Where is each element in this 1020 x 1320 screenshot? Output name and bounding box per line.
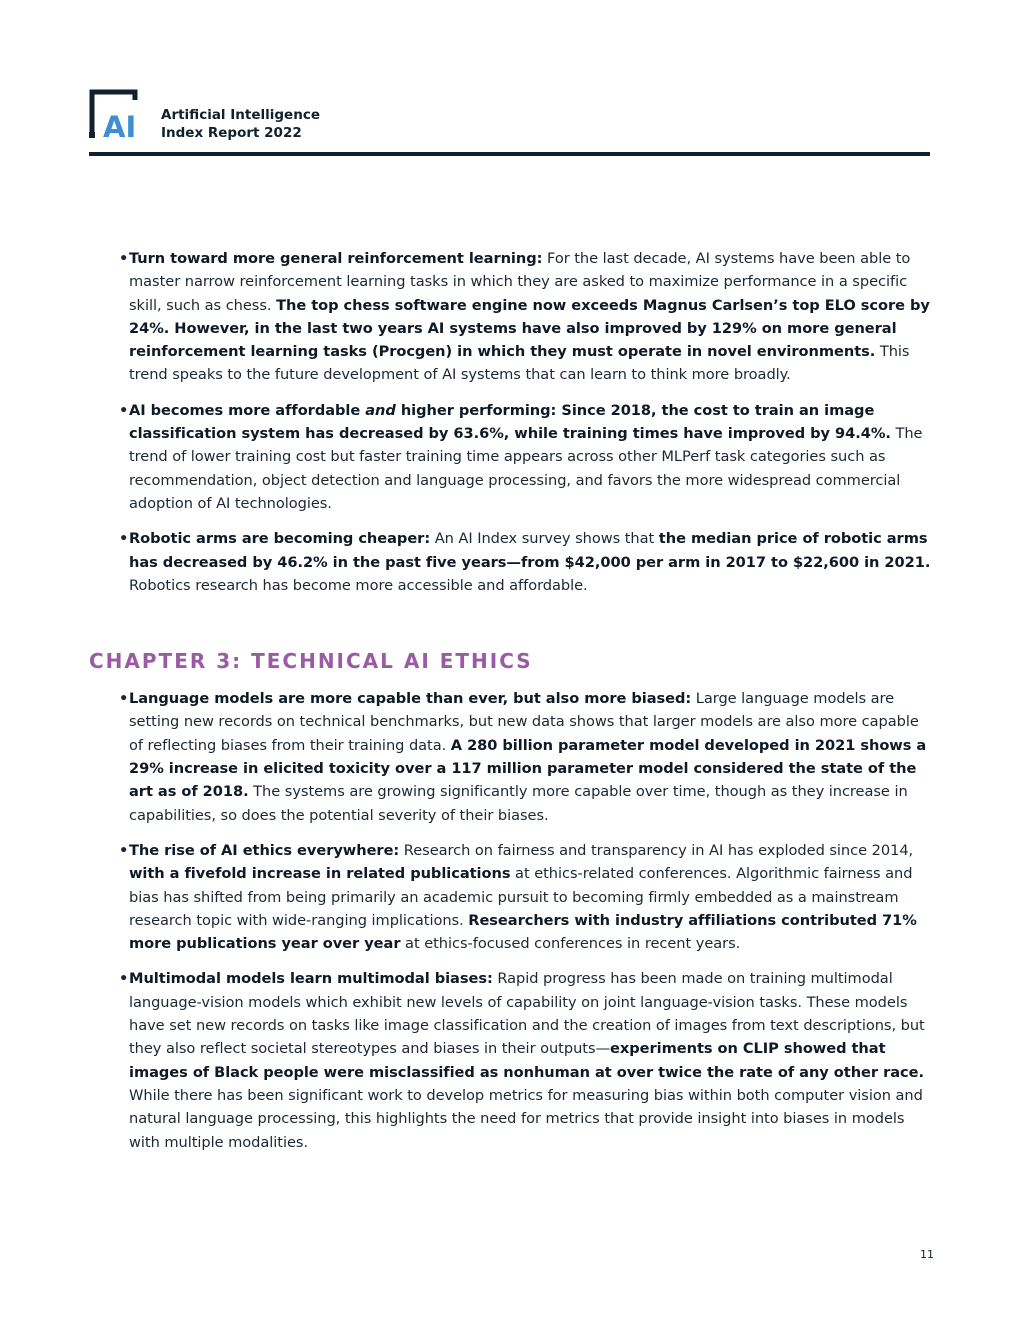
bullet-highlight: higher performing: Since 2018, the cost to train an image classification system has decreased by 63.6%, while training times have improved by 94.4%. — [129, 401, 891, 443]
bullet-highlight: the median price of robotic arms has decreased by 46.2% in the past five years—from $42,000 per arm in 2017 to $22,600 in 2021. — [129, 530, 931, 571]
logo-text: AI — [103, 110, 137, 141]
bullet-text: The systems are growing significantly more capable over time, though as they increase in capabilities, so does the potential severity of their biases. — [129, 783, 908, 824]
report-header — [89, 89, 930, 157]
bullet-heading-emphasis: and — [365, 401, 396, 419]
bullet-text: The trend of lower training cost but faster training time appears across other MLPerf task categories such as recommendation, object detection and language processing, and favors the more widespread commercial adoption of AI technologies. — [129, 425, 923, 512]
bullet-text: This trend speaks to the future development of AI systems that can learn to think more broadly. — [129, 343, 910, 384]
bullet-highlight: Researchers with industry affiliations contributed 71% more publications year over year — [129, 911, 917, 953]
report-title-line1: Artificial Intelligence — [161, 107, 320, 123]
bullet-text: at ethics-related conferences. Algorithmic fairness and bias has shifted from being primarily an academic pursuit to becoming firmly embedded as a mainstream research topic with wide-ranging implications. — [129, 865, 913, 929]
bullet-heading: AI becomes more affordable — [129, 401, 366, 419]
bullet-text: Research on fairness and transparency in AI has exploded since 2014, — [399, 841, 914, 859]
report-title — [161, 106, 320, 142]
list-item — [89, 247, 934, 387]
bullet-dot: • — [119, 530, 129, 548]
bullet-text: An AI Index survey shows that — [430, 530, 659, 548]
page-content — [89, 247, 934, 1166]
bullet-heading: Language models are more capable than ever, but also more biased: — [129, 690, 692, 708]
bullet-highlight: experiments on CLIP showed that images of Black people were misclassified as nonhuman at over twice the rate of any other race. — [129, 1040, 924, 1081]
bullet-list-chapter3 — [89, 687, 934, 1154]
list-item — [89, 527, 934, 597]
bullet-text: Robotics research has become more accessible and affordable. — [129, 576, 588, 594]
bullet-dot: • — [119, 970, 129, 988]
bullet-text: Rapid progress has been made on training multimodal language-vision models which exhibit new levels of capability on joint language-vision tasks. These models have set new records on tasks like image classification and the creation of images from text descriptions, but they also reflect societal stereotypes and biases in their outputs— — [129, 970, 925, 1058]
header-divider — [89, 152, 930, 156]
ai-index-logo — [89, 89, 149, 141]
bullet-text: While there has been significant work to develop metrics for measuring bias within both computer vision and natural language processing, this highlights the need for metrics that provide insight into biases in models with multiple modalities. — [129, 1086, 923, 1151]
list-item — [89, 687, 934, 827]
bullet-heading: Multimodal models learn multimodal biases: — [129, 970, 493, 988]
page-number: 11 — [920, 1248, 934, 1261]
bullet-text: at ethics-focused conferences in recent years. — [400, 935, 741, 953]
chapter-heading: CHAPTER 3: TECHNICAL AI ETHICS — [89, 649, 533, 674]
bullet-dot: • — [119, 250, 129, 267]
bullet-highlight: A 280 billion parameter model developed in 2021 shows a 29% increase in elicited toxicity over a 117 million parameter model considered the state of the art as of 2018. — [129, 736, 927, 801]
bullet-text: For the last decade, AI systems have been able to master narrow reinforcement learning tasks in which they are asked to maximize performance in a specific skill, such as chess. — [129, 250, 911, 314]
report-title-line2: Index Report 2022 — [161, 125, 302, 141]
bullet-heading: The rise of AI ethics everywhere: — [129, 841, 400, 859]
bullet-highlight: The top chess software engine now exceeds Magnus Carlsen’s top ELO score by 24%. However, in the last two years AI systems have also improved by 129% on more general reinforcement learning tasks (Procgen) in which they must operate in novel environments. — [129, 296, 930, 361]
bullet-dot: • — [119, 841, 129, 859]
bullet-dot: • — [119, 401, 129, 419]
bullet-heading: Turn toward more general reinforcement learning: — [129, 250, 543, 267]
bullet-heading: Robotic arms are becoming cheaper: — [129, 530, 431, 548]
bullet-dot: • — [119, 690, 129, 708]
bullet-list-chapter2 — [89, 247, 934, 597]
bullet-highlight: with a fivefold increase in related publications — [129, 865, 511, 883]
list-item — [89, 839, 934, 955]
list-item — [89, 967, 934, 1153]
bullet-text: Large language models are setting new records on technical benchmarks, but new data shows that larger models are also more capable of reflecting biases from their training data. — [129, 690, 919, 754]
list-item — [89, 399, 934, 515]
